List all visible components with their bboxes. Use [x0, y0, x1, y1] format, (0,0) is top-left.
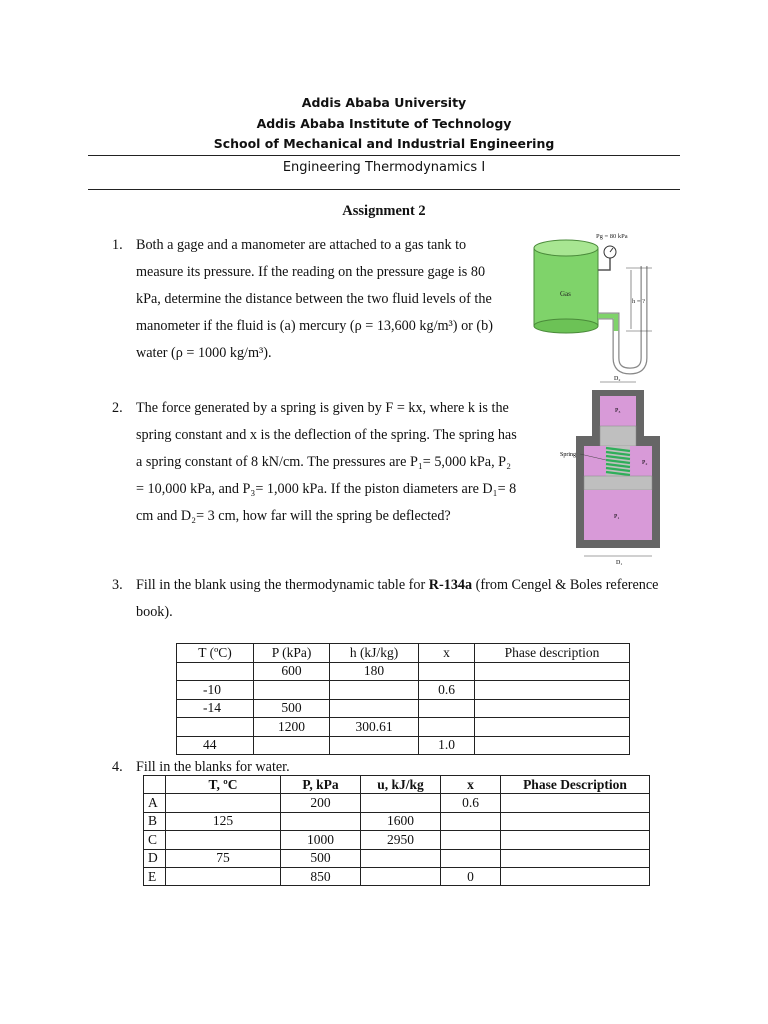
gas-tank-body: [534, 248, 598, 326]
row-label: C: [144, 831, 166, 849]
row-label: E: [144, 867, 166, 885]
table-cell[interactable]: 1000: [281, 831, 361, 849]
table-cell[interactable]: [166, 831, 281, 849]
table-row: [177, 699, 630, 718]
q2-number: 2.: [112, 400, 123, 416]
spring-label: Spring: [560, 452, 577, 458]
table-cell[interactable]: [475, 736, 630, 755]
table-cell[interactable]: 850: [281, 867, 361, 885]
table-cell[interactable]: 180: [330, 662, 419, 681]
row-label: A: [144, 794, 166, 812]
header-cell: T (ºC): [177, 644, 254, 663]
table-cell[interactable]: [475, 681, 630, 700]
university-name: Addis Ababa University: [301, 95, 467, 110]
q4-number: 4.: [112, 759, 123, 775]
q3-number: 3.: [112, 577, 123, 593]
large-piston: [584, 476, 652, 490]
table-cell[interactable]: [361, 849, 441, 867]
piston-spring-figure: [556, 372, 680, 566]
table-cell[interactable]: [501, 867, 650, 885]
table-cell[interactable]: [501, 849, 650, 867]
p3-label: P₃: [615, 408, 621, 414]
q1-number: 1.: [112, 237, 123, 253]
table-cell[interactable]: [361, 794, 441, 812]
table-cell[interactable]: [166, 794, 281, 812]
table-row: [144, 812, 650, 830]
table-row: [177, 736, 630, 755]
q3-text: [136, 572, 681, 626]
q2-line: a spring constant of 8 kN/cm. The pressures are P₁= 5,000 kPa, P₂: [136, 454, 512, 470]
table-cell[interactable]: 125: [166, 812, 281, 830]
gas-tank-manometer-figure: [530, 228, 680, 378]
q1-text: [136, 232, 512, 367]
small-piston: [600, 426, 636, 446]
q2-line: The force generated by a spring is given by F = kx, where k is the: [136, 400, 509, 416]
table-cell[interactable]: [501, 831, 650, 849]
spring-icon: [606, 446, 630, 476]
r134a-table: [176, 643, 630, 755]
q2-text: [136, 395, 540, 530]
q1-line: Both a gage and a manometer are attached to a gas tank to: [136, 237, 467, 253]
header-cell: h (kJ/kg): [330, 644, 419, 663]
table-cell[interactable]: [501, 812, 650, 830]
gage-pipe: [598, 258, 610, 270]
table-cell[interactable]: 0.6: [441, 794, 501, 812]
header-cell: x: [441, 776, 501, 794]
table-cell[interactable]: 500: [254, 699, 330, 718]
table-cell[interactable]: [254, 681, 330, 700]
assignment-title: Assignment 2: [342, 203, 426, 219]
table-cell[interactable]: [330, 736, 419, 755]
table-cell[interactable]: [419, 718, 475, 737]
school-name: School of Mechanical and Industrial Engineering: [213, 136, 555, 151]
table-row: [144, 794, 650, 812]
table-row: [177, 718, 630, 737]
q1-line: manometer if the fluid is (a) mercury (ρ = 13,600 kg/m³) or (b): [136, 318, 493, 334]
q4-line: Fill in the blanks for water.: [136, 759, 290, 775]
table-cell[interactable]: [166, 867, 281, 885]
q3-refrigerant: R-134a: [428, 577, 473, 593]
d2-label: D₂: [614, 376, 621, 382]
table-cell[interactable]: 500: [281, 849, 361, 867]
table-cell[interactable]: 200: [281, 794, 361, 812]
table-cell[interactable]: [501, 794, 650, 812]
table-cell[interactable]: [475, 699, 630, 718]
table-cell[interactable]: [419, 699, 475, 718]
q3-text-c: (from Cengel & Boles reference: [472, 577, 659, 593]
table-cell[interactable]: [419, 662, 475, 681]
table-cell[interactable]: 1200: [254, 718, 330, 737]
table-cell[interactable]: [441, 812, 501, 830]
table-cell[interactable]: 75: [166, 849, 281, 867]
table-cell[interactable]: [330, 699, 419, 718]
table-cell[interactable]: [475, 662, 630, 681]
height-label: h = ?: [632, 298, 646, 305]
table-header-row: [144, 776, 650, 794]
table-cell[interactable]: 600: [254, 662, 330, 681]
table-cell[interactable]: [361, 867, 441, 885]
table-cell[interactable]: 0: [441, 867, 501, 885]
header-cell: u, kJ/kg: [361, 776, 441, 794]
header-cell: Phase Description: [501, 776, 650, 794]
course-title: Engineering Thermodynamics I: [282, 160, 486, 175]
table-cell[interactable]: 1.0: [419, 736, 475, 755]
table-cell[interactable]: 0.6: [419, 681, 475, 700]
water-table: [143, 775, 650, 886]
q1-line: water (ρ = 1000 kg/m³).: [136, 345, 272, 361]
header-cell: Phase description: [475, 644, 630, 663]
header-cell: T, ºC: [166, 776, 281, 794]
table-header-row: [177, 644, 630, 663]
q2-line: cm and D₂= 3 cm, how far will the spring be deflected?: [136, 508, 451, 524]
tank-label: Gas: [560, 290, 571, 298]
header-cell: [144, 776, 166, 794]
table-cell[interactable]: -14: [177, 699, 254, 718]
table-cell[interactable]: [441, 831, 501, 849]
q1-line: measure its pressure. If the reading on the pressure gage is 80: [136, 264, 486, 280]
q3-line2: book).: [136, 604, 173, 620]
table-cell[interactable]: [177, 662, 254, 681]
q1-line: kPa, determine the distance between the two fluid levels of the: [136, 291, 492, 307]
header-cell: P, kPa: [281, 776, 361, 794]
table-row: [177, 681, 630, 700]
q2-line: = 10,000 kPa, and P₃= 1,000 kPa. If the piston diameters are D₁= 8: [136, 481, 517, 497]
table-row: [144, 831, 650, 849]
table-cell[interactable]: [254, 736, 330, 755]
row-label: B: [144, 812, 166, 830]
table-cell[interactable]: 300.61: [330, 718, 419, 737]
institute-name: Addis Ababa Institute of Technology: [256, 116, 512, 131]
table-cell[interactable]: [281, 812, 361, 830]
p1-label: P₁: [614, 514, 620, 520]
header-rule-bottom: [88, 189, 680, 190]
table-row: [144, 849, 650, 867]
table-cell[interactable]: [177, 718, 254, 737]
d1-label: D₁: [616, 560, 623, 566]
table-cell[interactable]: 2950: [361, 831, 441, 849]
header-rule-top: [88, 155, 680, 156]
table-cell[interactable]: [475, 718, 630, 737]
table-row: [177, 662, 630, 681]
header-cell: x: [419, 644, 475, 663]
table-cell[interactable]: [330, 681, 419, 700]
gas-tank-top: [534, 240, 598, 256]
gas-tank-bottom: [534, 319, 598, 333]
table-cell[interactable]: -10: [177, 681, 254, 700]
table-cell[interactable]: 44: [177, 736, 254, 755]
q2-line: spring constant and x is the deflection of the spring. The spring has: [136, 427, 517, 443]
table-row: [144, 867, 650, 885]
q3-text-a: Fill in the blank using the thermodynamic table for: [136, 577, 429, 593]
row-label: D: [144, 849, 166, 867]
p2-label: P₂: [642, 460, 648, 466]
header-cell: P (kPa): [254, 644, 330, 663]
table-cell[interactable]: 1600: [361, 812, 441, 830]
table-cell[interactable]: [441, 849, 501, 867]
gage-label: Pg = 80 kPa: [596, 233, 628, 240]
manometer-tube-outer: [598, 266, 644, 371]
